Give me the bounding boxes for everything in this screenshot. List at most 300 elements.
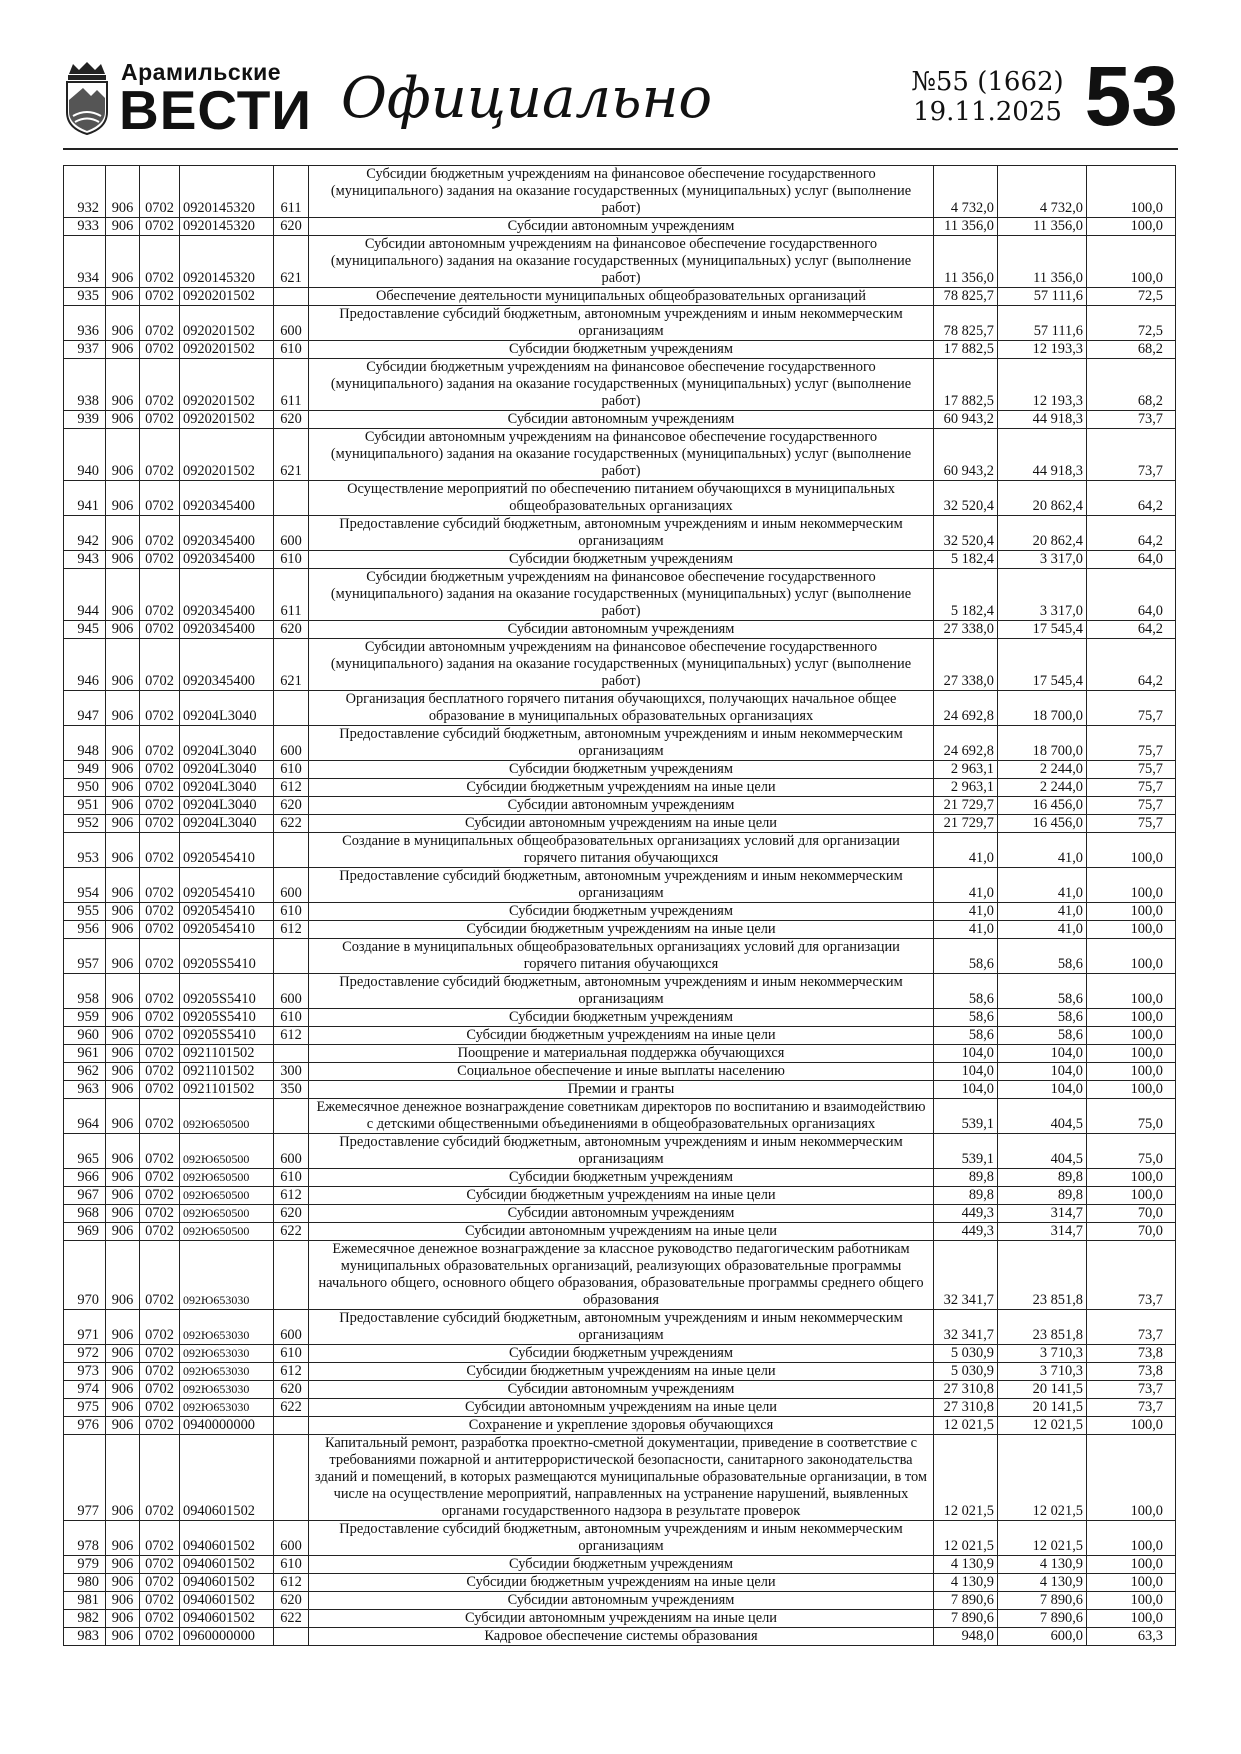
actual-amount: 44 918,3 — [998, 411, 1087, 429]
target-article-code: 0920545410 — [180, 903, 274, 921]
section-code: 0702 — [140, 306, 180, 341]
row-number: 980 — [64, 1574, 106, 1592]
row-number: 963 — [64, 1081, 106, 1099]
table-row — [64, 1345, 1176, 1363]
row-number: 969 — [64, 1223, 106, 1241]
row-description: Субсидии бюджетным учреждениям — [309, 1556, 934, 1574]
expense-type-code: 610 — [274, 761, 309, 779]
table-row — [64, 639, 1176, 691]
actual-amount: 104,0 — [998, 1081, 1087, 1099]
row-description: Создание в муниципальных общеобразовательных организациях условий для организации горячего питания обучающихся — [309, 833, 934, 868]
planned-amount: 41,0 — [934, 921, 998, 939]
target-article-code: 092Ю650500 — [180, 1099, 274, 1134]
row-number: 951 — [64, 797, 106, 815]
admin-code: 906 — [106, 1063, 140, 1081]
row-number: 932 — [64, 166, 106, 218]
section-code: 0702 — [140, 1556, 180, 1574]
expense-type-code — [274, 1241, 309, 1310]
actual-amount: 104,0 — [998, 1045, 1087, 1063]
expense-type-code — [274, 939, 309, 974]
actual-amount: 58,6 — [998, 939, 1087, 974]
row-description: Субсидии бюджетным учреждениям на финансовое обеспечение государственного (муниципального) задания на оказание государственных (муниципальных) услуг (выполнение работ) — [309, 166, 934, 218]
target-article-code: 092Ю653030 — [180, 1381, 274, 1399]
section-code: 0702 — [140, 939, 180, 974]
table-row — [64, 1187, 1176, 1205]
target-article-code: 09205S5410 — [180, 1009, 274, 1027]
admin-code: 906 — [106, 779, 140, 797]
target-article-code: 0921101502 — [180, 1081, 274, 1099]
row-description: Субсидии бюджетным учреждениям на иные цели — [309, 1363, 934, 1381]
planned-amount: 104,0 — [934, 1063, 998, 1081]
planned-amount: 2 963,1 — [934, 761, 998, 779]
row-number: 944 — [64, 569, 106, 621]
execution-percent: 64,2 — [1087, 516, 1176, 551]
table-row — [64, 797, 1176, 815]
target-article-code: 09205S5410 — [180, 939, 274, 974]
actual-amount: 18 700,0 — [998, 726, 1087, 761]
execution-percent: 73,7 — [1087, 1381, 1176, 1399]
target-article-code: 092Ю650500 — [180, 1223, 274, 1241]
planned-amount: 27 310,8 — [934, 1381, 998, 1399]
issue-info — [875, 67, 1100, 127]
admin-code: 906 — [106, 218, 140, 236]
row-description: Субсидии автономным учреждениям на иные цели — [309, 815, 934, 833]
row-description: Капитальный ремонт, разработка проектно-сметной документации, приведение в соответствие с требованиями пожарной и антитеррористической безопасности, санитарного законодательства зданий и помещений, в которых размещаются муниципальные образовательные организации, в том числе на осуществление мероприятий, направленных на устранение нарушений, выявленных органами государственного надзора в результате проверок — [309, 1435, 934, 1521]
section-code: 0702 — [140, 1628, 180, 1646]
actual-amount: 4 732,0 — [998, 166, 1087, 218]
section-code: 0702 — [140, 1417, 180, 1435]
row-description: Субсидии автономным учреждениям на финансовое обеспечение государственного (муниципального) задания на оказание государственных (муниципальных) услуг (выполнение работ) — [309, 639, 934, 691]
table-row — [64, 1556, 1176, 1574]
expense-type-code: 300 — [274, 1063, 309, 1081]
section-title: Официально — [341, 66, 713, 131]
row-description: Субсидии автономным учреждениям на иные цели — [309, 1610, 934, 1628]
execution-percent: 100,0 — [1087, 1556, 1176, 1574]
target-article-code: 0920201502 — [180, 341, 274, 359]
execution-percent: 64,2 — [1087, 481, 1176, 516]
section-code: 0702 — [140, 359, 180, 411]
row-description: Поощрение и материальная поддержка обучающихся — [309, 1045, 934, 1063]
actual-amount: 12 193,3 — [998, 359, 1087, 411]
table-row — [64, 1381, 1176, 1399]
actual-amount: 12 193,3 — [998, 341, 1087, 359]
table-row — [64, 868, 1176, 903]
planned-amount: 5 182,4 — [934, 569, 998, 621]
row-number: 954 — [64, 868, 106, 903]
execution-percent: 100,0 — [1087, 868, 1176, 903]
planned-amount: 539,1 — [934, 1134, 998, 1169]
admin-code: 906 — [106, 1241, 140, 1310]
execution-percent: 100,0 — [1087, 903, 1176, 921]
execution-percent: 100,0 — [1087, 974, 1176, 1009]
actual-amount: 44 918,3 — [998, 429, 1087, 481]
execution-percent: 73,8 — [1087, 1345, 1176, 1363]
target-article-code: 0940601502 — [180, 1610, 274, 1628]
target-article-code: 0920345400 — [180, 569, 274, 621]
actual-amount: 3 317,0 — [998, 551, 1087, 569]
admin-code: 906 — [106, 1363, 140, 1381]
section-code: 0702 — [140, 974, 180, 1009]
row-description: Предоставление субсидий бюджетным, автономным учреждениям и иным некоммерческим организациям — [309, 868, 934, 903]
planned-amount: 60 943,2 — [934, 429, 998, 481]
row-number: 946 — [64, 639, 106, 691]
row-description: Субсидии бюджетным учреждениям на иные цели — [309, 1574, 934, 1592]
target-article-code: 0920545410 — [180, 921, 274, 939]
table-row — [64, 1310, 1176, 1345]
planned-amount: 4 130,9 — [934, 1556, 998, 1574]
expense-type-code: 622 — [274, 1223, 309, 1241]
table-row — [64, 1592, 1176, 1610]
admin-code: 906 — [106, 1345, 140, 1363]
execution-percent: 75,0 — [1087, 1134, 1176, 1169]
planned-amount: 32 520,4 — [934, 516, 998, 551]
table-row — [64, 1417, 1176, 1435]
section-code: 0702 — [140, 833, 180, 868]
execution-percent: 100,0 — [1087, 1610, 1176, 1628]
section-code: 0702 — [140, 1223, 180, 1241]
execution-percent: 72,5 — [1087, 306, 1176, 341]
execution-percent: 72,5 — [1087, 288, 1176, 306]
execution-percent: 100,0 — [1087, 1009, 1176, 1027]
execution-percent: 100,0 — [1087, 1417, 1176, 1435]
actual-amount: 41,0 — [998, 903, 1087, 921]
row-description: Субсидии автономным учреждениям — [309, 797, 934, 815]
row-number: 945 — [64, 621, 106, 639]
section-code: 0702 — [140, 868, 180, 903]
masthead — [63, 49, 1178, 148]
planned-amount: 58,6 — [934, 1009, 998, 1027]
section-code: 0702 — [140, 411, 180, 429]
execution-percent: 68,2 — [1087, 359, 1176, 411]
admin-code: 906 — [106, 1169, 140, 1187]
table-row — [64, 1574, 1176, 1592]
admin-code: 906 — [106, 1134, 140, 1169]
execution-percent: 100,0 — [1087, 939, 1176, 974]
row-description: Осуществление мероприятий по обеспечению питанием обучающихся в муниципальных общеобразовательных организациях — [309, 481, 934, 516]
planned-amount: 78 825,7 — [934, 288, 998, 306]
admin-code: 906 — [106, 1310, 140, 1345]
actual-amount: 23 851,8 — [998, 1310, 1087, 1345]
execution-percent: 63,3 — [1087, 1628, 1176, 1646]
row-number: 950 — [64, 779, 106, 797]
target-article-code: 09204L3040 — [180, 761, 274, 779]
row-number: 970 — [64, 1241, 106, 1310]
table-row — [64, 921, 1176, 939]
admin-code: 906 — [106, 639, 140, 691]
target-article-code: 0920545410 — [180, 833, 274, 868]
target-article-code: 0920545410 — [180, 868, 274, 903]
actual-amount: 314,7 — [998, 1205, 1087, 1223]
row-number: 968 — [64, 1205, 106, 1223]
target-article-code: 0920201502 — [180, 411, 274, 429]
row-description: Предоставление субсидий бюджетным, автономным учреждениям и иным некоммерческим организациям — [309, 1134, 934, 1169]
planned-amount: 12 021,5 — [934, 1435, 998, 1521]
row-description: Предоставление субсидий бюджетным, автономным учреждениям и иным некоммерческим организациям — [309, 306, 934, 341]
planned-amount: 89,8 — [934, 1187, 998, 1205]
actual-amount: 16 456,0 — [998, 797, 1087, 815]
row-number: 958 — [64, 974, 106, 1009]
planned-amount: 41,0 — [934, 833, 998, 868]
execution-percent: 75,7 — [1087, 691, 1176, 726]
target-article-code: 09205S5410 — [180, 974, 274, 1009]
table-row — [64, 1081, 1176, 1099]
table-row — [64, 1435, 1176, 1521]
planned-amount: 27 310,8 — [934, 1399, 998, 1417]
target-article-code: 09204L3040 — [180, 691, 274, 726]
expense-type-code: 621 — [274, 639, 309, 691]
row-number: 983 — [64, 1628, 106, 1646]
row-number: 976 — [64, 1417, 106, 1435]
planned-amount: 4 732,0 — [934, 166, 998, 218]
planned-amount: 539,1 — [934, 1099, 998, 1134]
planned-amount: 60 943,2 — [934, 411, 998, 429]
execution-percent: 100,0 — [1087, 1027, 1176, 1045]
row-number: 977 — [64, 1435, 106, 1521]
section-code: 0702 — [140, 1187, 180, 1205]
section-code: 0702 — [140, 779, 180, 797]
planned-amount: 21 729,7 — [934, 797, 998, 815]
target-article-code: 09204L3040 — [180, 815, 274, 833]
actual-amount: 16 456,0 — [998, 815, 1087, 833]
execution-percent: 70,0 — [1087, 1205, 1176, 1223]
section-code: 0702 — [140, 341, 180, 359]
expense-type-code: 600 — [274, 974, 309, 1009]
row-description: Субсидии бюджетным учреждениям на иные цели — [309, 921, 934, 939]
row-number: 962 — [64, 1063, 106, 1081]
expense-type-code: 611 — [274, 166, 309, 218]
expense-type-code — [274, 481, 309, 516]
planned-amount: 17 882,5 — [934, 359, 998, 411]
table-row — [64, 1223, 1176, 1241]
table-row — [64, 1205, 1176, 1223]
row-description: Предоставление субсидий бюджетным, автономным учреждениям и иным некоммерческим организациям — [309, 516, 934, 551]
row-number: 974 — [64, 1381, 106, 1399]
row-number: 933 — [64, 218, 106, 236]
row-description: Субсидии бюджетным учреждениям — [309, 341, 934, 359]
row-description: Субсидии автономным учреждениям на иные цели — [309, 1223, 934, 1241]
execution-percent: 64,0 — [1087, 569, 1176, 621]
target-article-code: 0940601502 — [180, 1556, 274, 1574]
execution-percent: 75,7 — [1087, 761, 1176, 779]
section-code: 0702 — [140, 815, 180, 833]
section-code: 0702 — [140, 1009, 180, 1027]
planned-amount: 104,0 — [934, 1081, 998, 1099]
execution-percent: 64,0 — [1087, 551, 1176, 569]
expense-type-code: 612 — [274, 921, 309, 939]
section-code: 0702 — [140, 551, 180, 569]
target-article-code: 092Ю653030 — [180, 1310, 274, 1345]
expense-type-code: 610 — [274, 1009, 309, 1027]
row-number: 965 — [64, 1134, 106, 1169]
target-article-code: 0920145320 — [180, 236, 274, 288]
expense-type-code: 600 — [274, 1310, 309, 1345]
expense-type-code: 610 — [274, 1345, 309, 1363]
table-row — [64, 621, 1176, 639]
planned-amount: 32 341,7 — [934, 1310, 998, 1345]
row-number: 967 — [64, 1187, 106, 1205]
execution-percent: 100,0 — [1087, 921, 1176, 939]
expense-type-code: 620 — [274, 1205, 309, 1223]
planned-amount: 89,8 — [934, 1169, 998, 1187]
section-code: 0702 — [140, 429, 180, 481]
admin-code: 906 — [106, 481, 140, 516]
planned-amount: 7 890,6 — [934, 1610, 998, 1628]
section-code: 0702 — [140, 236, 180, 288]
execution-percent: 100,0 — [1087, 1169, 1176, 1187]
execution-percent: 75,7 — [1087, 726, 1176, 761]
admin-code: 906 — [106, 1556, 140, 1574]
admin-code: 906 — [106, 903, 140, 921]
table-row — [64, 726, 1176, 761]
expense-type-code: 620 — [274, 621, 309, 639]
row-description: Субсидии бюджетным учреждениям на финансовое обеспечение государственного (муниципального) задания на оказание государственных (муниципальных) услуг (выполнение работ) — [309, 569, 934, 621]
row-number: 964 — [64, 1099, 106, 1134]
table-row — [64, 411, 1176, 429]
execution-percent: 100,0 — [1087, 166, 1176, 218]
section-code: 0702 — [140, 1610, 180, 1628]
row-description: Субсидии бюджетным учреждениям на иные цели — [309, 779, 934, 797]
admin-code: 906 — [106, 429, 140, 481]
actual-amount: 23 851,8 — [998, 1241, 1087, 1310]
row-number: 937 — [64, 341, 106, 359]
row-number: 952 — [64, 815, 106, 833]
row-description: Субсидии автономным учреждениям на финансовое обеспечение государственного (муниципального) задания на оказание государственных (муниципальных) услуг (выполнение работ) — [309, 429, 934, 481]
row-description: Субсидии автономным учреждениям — [309, 411, 934, 429]
planned-amount: 58,6 — [934, 974, 998, 1009]
section-code: 0702 — [140, 1081, 180, 1099]
execution-percent: 100,0 — [1087, 236, 1176, 288]
admin-code: 906 — [106, 516, 140, 551]
actual-amount: 404,5 — [998, 1099, 1087, 1134]
section-code: 0702 — [140, 166, 180, 218]
expense-type-code: 600 — [274, 868, 309, 903]
actual-amount: 17 545,4 — [998, 621, 1087, 639]
admin-code: 906 — [106, 815, 140, 833]
table-row — [64, 974, 1176, 1009]
budget-table-body — [64, 166, 1176, 1646]
admin-code: 906 — [106, 833, 140, 868]
target-article-code: 0960000000 — [180, 1628, 274, 1646]
expense-type-code: 612 — [274, 1187, 309, 1205]
planned-amount: 12 021,5 — [934, 1417, 998, 1435]
expense-type-code: 600 — [274, 516, 309, 551]
coat-of-arms-icon — [63, 60, 111, 136]
actual-amount: 20 141,5 — [998, 1399, 1087, 1417]
admin-code: 906 — [106, 166, 140, 218]
target-article-code: 0920145320 — [180, 166, 274, 218]
execution-percent: 100,0 — [1087, 1063, 1176, 1081]
execution-percent: 68,2 — [1087, 341, 1176, 359]
execution-percent: 100,0 — [1087, 1435, 1176, 1521]
row-description: Субсидии автономным учреждениям на финансовое обеспечение государственного (муниципального) задания на оказание государственных (муниципальных) услуг (выполнение работ) — [309, 236, 934, 288]
table-row — [64, 236, 1176, 288]
execution-percent: 73,7 — [1087, 1399, 1176, 1417]
row-number: 943 — [64, 551, 106, 569]
planned-amount: 2 963,1 — [934, 779, 998, 797]
actual-amount: 18 700,0 — [998, 691, 1087, 726]
table-row — [64, 551, 1176, 569]
table-row — [64, 1169, 1176, 1187]
row-number: 938 — [64, 359, 106, 411]
section-code: 0702 — [140, 1134, 180, 1169]
planned-amount: 449,3 — [934, 1205, 998, 1223]
expense-type-code — [274, 1099, 309, 1134]
actual-amount: 12 021,5 — [998, 1417, 1087, 1435]
expense-type-code: 600 — [274, 726, 309, 761]
admin-code: 906 — [106, 1399, 140, 1417]
execution-percent: 73,7 — [1087, 1310, 1176, 1345]
actual-amount: 7 890,6 — [998, 1610, 1087, 1628]
table-row — [64, 1363, 1176, 1381]
row-description: Предоставление субсидий бюджетным, автономным учреждениям и иным некоммерческим организациям — [309, 974, 934, 1009]
expense-type-code: 620 — [274, 1381, 309, 1399]
table-row — [64, 779, 1176, 797]
row-number: 949 — [64, 761, 106, 779]
target-article-code: 092Ю653030 — [180, 1363, 274, 1381]
expense-type-code: 610 — [274, 903, 309, 921]
planned-amount: 24 692,8 — [934, 691, 998, 726]
admin-code: 906 — [106, 236, 140, 288]
row-description: Организация бесплатного горячего питания обучающихся, получающих начальное общее образование в муниципальных образовательных организациях — [309, 691, 934, 726]
row-number: 978 — [64, 1521, 106, 1556]
target-article-code: 092Ю650500 — [180, 1169, 274, 1187]
expense-type-code — [274, 1417, 309, 1435]
planned-amount: 27 338,0 — [934, 639, 998, 691]
section-code: 0702 — [140, 569, 180, 621]
actual-amount: 104,0 — [998, 1063, 1087, 1081]
target-article-code: 0940601502 — [180, 1435, 274, 1521]
row-number: 941 — [64, 481, 106, 516]
execution-percent: 73,7 — [1087, 411, 1176, 429]
planned-amount: 7 890,6 — [934, 1592, 998, 1610]
row-description: Сохранение и укрепление здоровья обучающихся — [309, 1417, 934, 1435]
expense-type-code: 610 — [274, 551, 309, 569]
expense-type-code: 620 — [274, 1592, 309, 1610]
row-description: Социальное обеспечение и иные выплаты населению — [309, 1063, 934, 1081]
expense-type-code: 600 — [274, 1134, 309, 1169]
actual-amount: 20 862,4 — [998, 516, 1087, 551]
target-article-code: 092Ю650500 — [180, 1134, 274, 1169]
admin-code: 906 — [106, 1574, 140, 1592]
actual-amount: 12 021,5 — [998, 1435, 1087, 1521]
planned-amount: 5 182,4 — [934, 551, 998, 569]
header-divider — [63, 148, 1178, 150]
actual-amount: 89,8 — [998, 1187, 1087, 1205]
table-row — [64, 1009, 1176, 1027]
admin-code: 906 — [106, 1223, 140, 1241]
admin-code: 906 — [106, 1610, 140, 1628]
actual-amount: 12 021,5 — [998, 1521, 1087, 1556]
section-code: 0702 — [140, 621, 180, 639]
execution-percent: 75,7 — [1087, 797, 1176, 815]
admin-code: 906 — [106, 1521, 140, 1556]
expense-type-code: 611 — [274, 569, 309, 621]
execution-percent: 75,0 — [1087, 1099, 1176, 1134]
admin-code: 906 — [106, 726, 140, 761]
admin-code: 906 — [106, 359, 140, 411]
row-description: Ежемесячное денежное вознаграждение за классное руководство педагогическим работникам муниципальных образовательных организаций, реализующих образовательные программы начального общего, основного общего образования, образовательные программы среднего общего образования — [309, 1241, 934, 1310]
target-article-code: 0921101502 — [180, 1045, 274, 1063]
target-article-code: 0940601502 — [180, 1574, 274, 1592]
expense-type-code — [274, 833, 309, 868]
row-number: 961 — [64, 1045, 106, 1063]
expense-type-code: 611 — [274, 359, 309, 411]
expense-type-code: 622 — [274, 1610, 309, 1628]
execution-percent: 100,0 — [1087, 1521, 1176, 1556]
section-code: 0702 — [140, 903, 180, 921]
actual-amount: 57 111,6 — [998, 306, 1087, 341]
execution-percent: 75,7 — [1087, 815, 1176, 833]
